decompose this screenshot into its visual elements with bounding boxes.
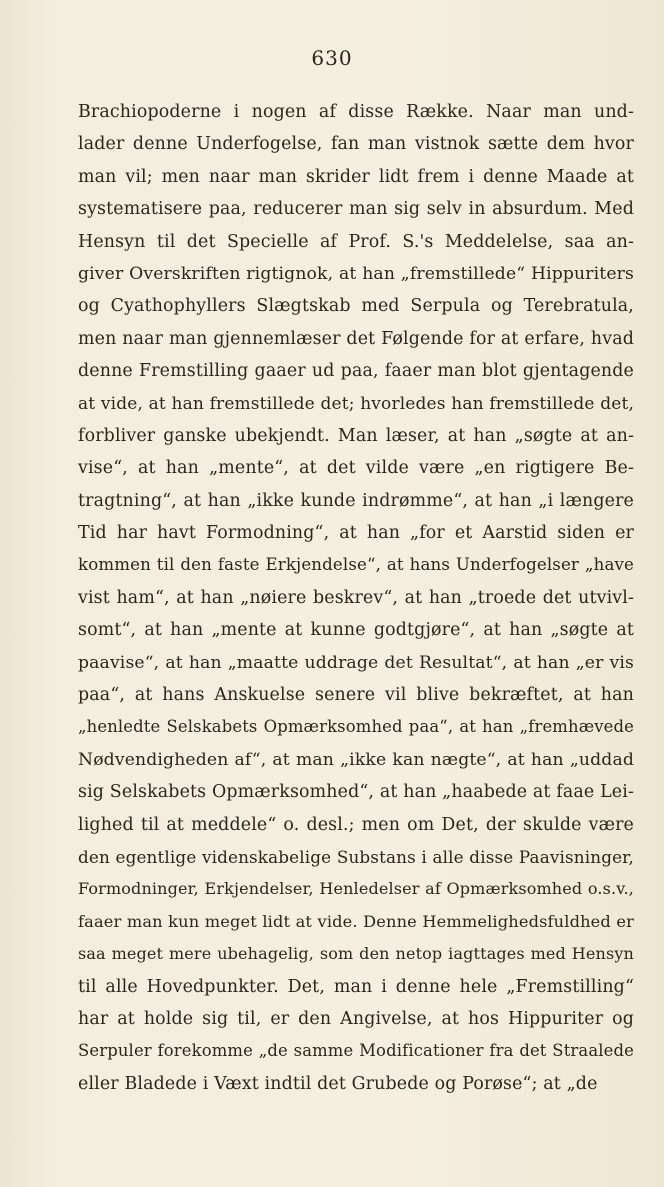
text-line: Hensyn til det Specielle af Prof. S.'s Meddelelse, saa an- [78, 231, 634, 252]
text-line: kommen til den faste Erkjendelse“, at hans Underfogelser „have [78, 555, 634, 575]
text-line: „henledte Selskabets Opmærksomhed paa“, at han „fremhævede [78, 717, 634, 737]
text-line: og Cyathophyllers Slægtskab med Serpula og Terebratula, [78, 296, 634, 317]
text-line: vist ham“, at han „nøiere beskrev“, at han „troede det utvivl- [78, 587, 634, 608]
text-line: Nødvendigheden af“, at man „ikke kan nægte“, at han „uddad [78, 749, 634, 770]
body-text [78, 96, 634, 1100]
text-line: paavise“, at han „maatte uddrage det Resultat“, at han „er vis [78, 652, 634, 673]
text-line: har at holde sig til, er den Angivelse, at hos Hippuriter og [78, 1008, 634, 1029]
text-line: faaer man kun meget lidt at vide. Denne Hemmelighedsfuldhed er [78, 911, 634, 931]
text-line: sig Selskabets Opmærksomhed“, at han „haabede at faae Lei- [78, 782, 634, 803]
text-line: vise“, at han „mente“, at det vilde være „en rigtigere Be- [78, 458, 634, 479]
text-line: eller Bladede i Væxt indtil det Grubede og Porøse“; at „de [78, 1073, 598, 1094]
text-line: Brachiopoderne i nogen af disse Række. Naar man und- [78, 102, 634, 122]
text-line: at vide, at han fremstillede det; hvorledes han fremstillede det, [78, 393, 634, 414]
text-line: giver Overskriften rigtignok, at han „fremstillede“ Hippuriters [78, 263, 634, 284]
text-line: man vil; men naar man skrider lidt frem i denne Maade at [78, 166, 634, 187]
text-line: lader denne Underfogelse, fan man vistnok sætte dem hvor [78, 134, 634, 155]
text-line: lighed til at meddele“ o. desl.; men om Det, der skulde være [78, 814, 634, 835]
text-line: tragtning“, at han „ikke kunde indrømme“, at han „i længere [78, 490, 634, 511]
text-line: somt“, at han „mente at kunne godtgjøre“, at han „søgte at [78, 620, 634, 641]
text-line: systematisere paa, reducerer man sig selv in absurdum. Med [78, 199, 634, 220]
text-line: saa meget mere ubehagelig, som den netop iagttages med Hensyn [78, 944, 634, 964]
text-line: den egentlige videnskabelige Substans i alle disse Paavisninger, [78, 846, 634, 867]
text-line: Tid har havt Formodning“, at han „for et Aarstid siden er [78, 523, 634, 544]
text-line: paa“, at hans Anskuelse senere vil blive bekræftet, at han [78, 685, 634, 706]
text-line: forbliver ganske ubekjendt. Man læser, at han „søgte at an- [78, 425, 634, 446]
text-line: til alle Hovedpunkter. Det, man i denne hele „Fremstilling“ [78, 976, 634, 997]
text-line: men naar man gjennemlæser det Følgende for at erfare, hvad [78, 328, 634, 349]
text-line: denne Fremstilling gaaer ud paa, faaer man blot gjentagende [78, 361, 634, 382]
text-line: Formodninger, Erkjendelser, Henledelser af Opmærksomhed o.s.v., [78, 879, 634, 899]
text-line: Serpuler forekomme „de samme Modificationer fra det Straalede [78, 1041, 634, 1061]
page-number: 630 [311, 46, 353, 70]
